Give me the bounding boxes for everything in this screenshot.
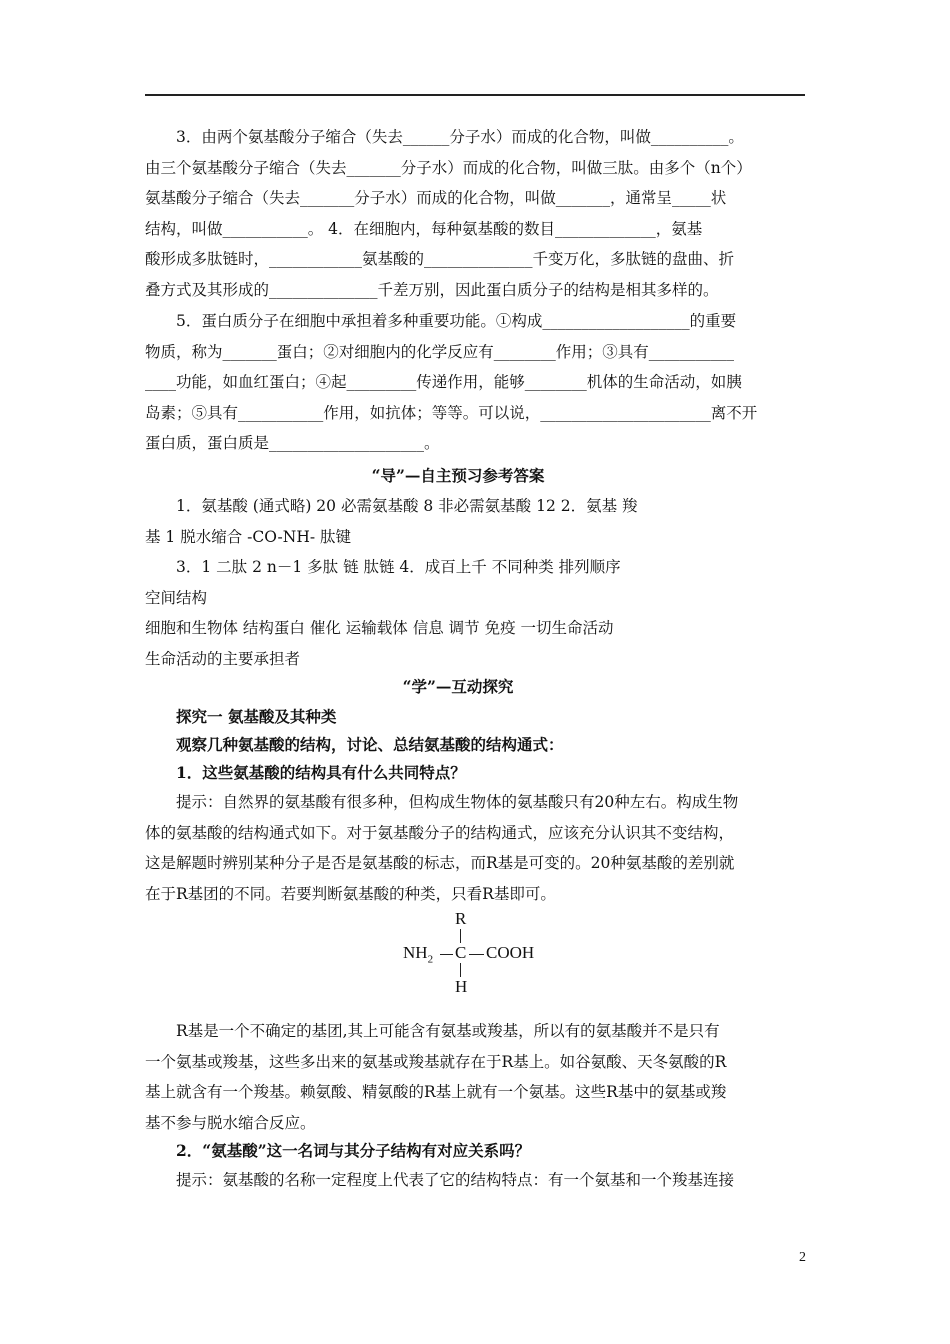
rgroup-line: R基是一个不确定的基团,其上可能含有氨基或羧基，所以有的氨基酸并不是只有 — [176, 1022, 720, 1040]
hint-1 — [145, 787, 771, 909]
para3-line: 由三个氨基酸分子缩合（失去_______分子水）而成的化合物，叫做三肽。由多个（n个） — [145, 158, 752, 177]
header-rule — [145, 94, 805, 96]
formula-r-group: R — [455, 909, 467, 928]
hint1-line: 在于R基团的不同。若要判断氨基酸的种类，只看R基即可。 — [145, 884, 556, 903]
rgroup-line: 基上就含有一个羧基。赖氨酸、精氨酸的R基上就有一个氨基。这些R基中的氨基或羧 — [145, 1083, 727, 1101]
rgroup-line: 一个氨基或羧基，这些多出来的氨基或羧基就存在于R基上。如谷氨酸、天冬氨酸的R — [145, 1052, 727, 1071]
formula-bond-right — [469, 954, 484, 955]
question-2: 2．“氨基酸”这一名词与其分子结构有对应关系吗？ — [176, 1141, 531, 1160]
para5-line: 物质，称为_______蛋白；②对细胞内的化学反应有________作用；③具有___________ — [145, 342, 735, 361]
answers-line: 基 1 脱水缩合 -CO-NH- 肽键 — [145, 527, 351, 546]
hint1-line: 这是解题时辨别某种分子是否是氨基酸的标志，而R基是可变的。20种氨基酸的差别就 — [145, 854, 735, 872]
answers-line: 3．1 二肽 2 n－1 多肽 链 肽链 4．成百上千 不同种类 排列顺序 — [176, 558, 621, 576]
formula-alpha-carbon: C — [455, 943, 467, 962]
page-number: 2 — [799, 1250, 806, 1265]
hint-2: 提示：氨基酸的名称一定程度上代表了它的结构特点：有一个氨基和一个羧基连接 — [176, 1171, 735, 1189]
rgroup-line: 基不参与脱水缩合反应。 — [145, 1113, 316, 1132]
para3-line: 结构，叫做___________。 4．在细胞内，每种氨基酸的数目_____________，氨基 — [145, 219, 703, 238]
answers-line: 生命活动的主要承担者 — [145, 649, 301, 668]
para5-line: ____功能，如血红蛋白；④起_________传递作用，能够________机体的生命活动，如胰 — [145, 373, 742, 391]
formula-amino-text: NH — [403, 943, 428, 962]
r-group-paragraph — [145, 1016, 771, 1138]
para3-line: 氨基酸分子缩合（失去_______分子水）而成的化合物，叫做_______，通常呈_____状 — [145, 189, 727, 207]
answers-line: 空间结构 — [145, 588, 208, 607]
answers-block — [145, 491, 771, 674]
formula-amino-group — [403, 943, 433, 965]
section-subheading: 探究一 氨基酸及其种类 — [176, 707, 337, 726]
para5-line: 岛素；⑤具有___________作用，如抗体；等等。可以说，______________________离不开 — [145, 403, 758, 422]
para3-line: 3．由两个氨基酸分子缩合（失去______分子水）而成的化合物，叫做__________。 — [176, 128, 744, 146]
hint1-line: 提示：自然界的氨基酸有很多种，但构成生物体的氨基酸只有20种左右。构成生物 — [176, 793, 739, 811]
formula-bond-left — [440, 954, 453, 955]
amino-acid-structural-formula — [403, 905, 563, 1005]
answers-line: 1．氨基酸 (通式略) 20 必需氨基酸 8 非必需氨基酸 12 2．氨基 羧 — [176, 497, 638, 515]
formula-hydrogen: H — [455, 977, 468, 996]
formula-bond-top — [460, 929, 461, 943]
para3-line: 酸形成多肽链时，____________氨基酸的______________千变万化，多肽链的盘曲、折 — [145, 250, 735, 268]
answers-heading: “导”—自主预习参考答案 — [371, 466, 545, 485]
para3-line: 叠方式及其形成的______________千差万别，因此蛋白质分子的结构是相其多样的。 — [145, 280, 719, 299]
paragraph-3 — [145, 122, 771, 305]
hint1-line: 体的氨基酸的结构通式如下。对于氨基酸分子的结构通式，应该充分认识其不变结构， — [145, 823, 735, 842]
para5-line: 蛋白质，蛋白质是____________________。 — [145, 434, 440, 452]
formula-bond-bottom — [460, 963, 461, 977]
section-task: 观察几种氨基酸的结构，讨论、总结氨基酸的结构通式： — [176, 735, 564, 754]
paragraph-5 — [145, 306, 771, 459]
section-heading: “学”—互动探究 — [402, 677, 514, 696]
question-1: 1．这些氨基酸的结构具有什么共同特点？ — [176, 763, 466, 782]
para5-line: 5．蛋白质分子在细胞中承担着多种重要功能。①构成___________________的重要 — [176, 312, 737, 330]
answers-line: 细胞和生物体 结构蛋白 催化 运输载体 信息 调节 免疫 一切生命活动 — [145, 619, 614, 637]
formula-carboxyl-group: COOH — [486, 943, 535, 962]
formula-amino-subscript: 2 — [427, 953, 434, 966]
